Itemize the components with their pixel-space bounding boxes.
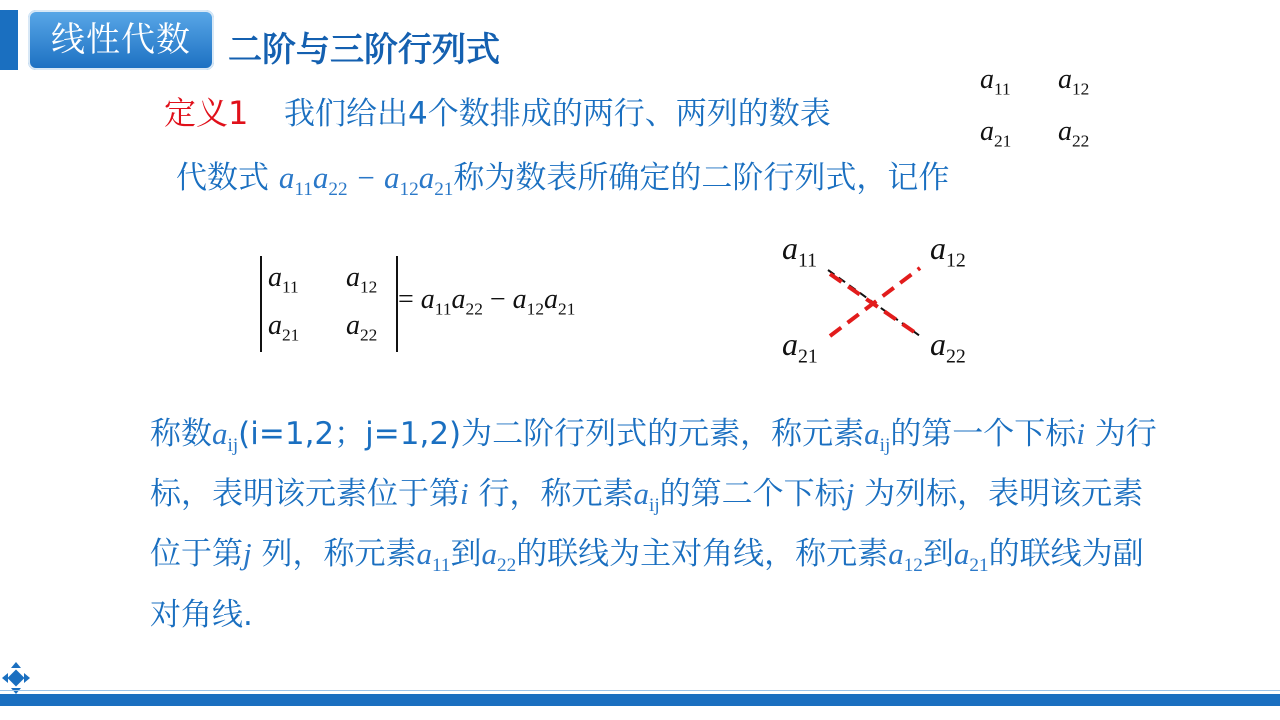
sym-a22: $a_{22}$	[481, 536, 517, 577]
sym-j-2: j	[243, 536, 252, 572]
para-seg-3: 的第一个下标	[890, 416, 1077, 452]
footer-divider	[0, 690, 1280, 691]
array-a21: $a_{21}$	[980, 116, 1012, 151]
sym-aij-1: $a_{ij}$	[212, 416, 239, 457]
sym-a11: $a_{11}$	[416, 536, 451, 577]
para-seg-4: 为行标，表明该元素位于第	[150, 416, 1157, 513]
para-seg-5: 行，称元素	[468, 476, 634, 513]
diagram-a21: $a_{21}$	[782, 326, 818, 368]
determinant	[260, 256, 398, 352]
array-a12: $a_{12}$	[1058, 64, 1090, 99]
sym-aij-3: $a_{ij}$	[633, 476, 660, 517]
diagram-a12: $a_{12}$	[930, 230, 966, 272]
para-seg-6: 的第二个下标	[659, 476, 846, 513]
determinant-formula: = $a_{11}a_{22} - a_{12}a_{21}$	[398, 284, 576, 319]
sym-j-1: j	[845, 476, 855, 512]
diagonal-diagram	[820, 262, 930, 344]
det-a22: $a_{22}$	[346, 310, 378, 345]
sym-i-1: i	[1076, 416, 1085, 451]
sym-aij-2: $a_{ij}$	[864, 416, 891, 457]
para-seg-1: 称数	[150, 416, 212, 452]
footer-bar	[0, 694, 1280, 706]
left-accent-bar	[0, 10, 18, 70]
diagram-a11: $a_{11}$	[782, 230, 818, 272]
det-a11: $a_{11}$	[268, 262, 299, 297]
para-seg-7: 为列标，表明该元素位于第	[150, 476, 1144, 573]
course-badge-label: 线性代数	[51, 20, 191, 60]
line2-suffix: 称为数表所确定的二阶行列式，记作	[453, 160, 950, 196]
sym-a21: $a_{21}$	[953, 536, 989, 577]
array-a11: $a_{11}$	[980, 64, 1011, 99]
array-a22: $a_{22}$	[1058, 116, 1090, 151]
para-seg-11: 到	[922, 536, 954, 573]
para-seg-9: 到	[450, 536, 482, 573]
main-diagonal-red	[830, 274, 920, 336]
course-badge	[28, 10, 214, 70]
explanation-paragraph	[150, 410, 1170, 639]
para-seg-2: (i=1,2；j=1,2)为二阶行列式的元素，称元素	[238, 416, 865, 452]
det-a21: $a_{21}$	[268, 310, 300, 345]
para-seg-10: 的联线为主对角线，称元素	[516, 536, 889, 573]
slide-title: 二阶与三阶行列式	[228, 30, 500, 70]
det-a12: $a_{12}$	[346, 262, 378, 297]
para-seg-8: 列，称元素	[251, 536, 417, 573]
sym-i-2: i	[460, 476, 469, 512]
diagram-a22: $a_{22}$	[930, 326, 966, 368]
para-seg-12: 的联线为副对角线.	[150, 536, 1144, 633]
line2-expression: $a_{11}a_{22} - a_{12}a_{21}$	[278, 160, 454, 201]
definition-line2	[176, 152, 949, 201]
sym-a12: $a_{12}$	[888, 536, 923, 577]
line2-prefix: 代数式	[176, 160, 279, 196]
definition-text: 我们给出4个数排成的两行、两列的数表	[284, 96, 831, 132]
definition-label: 定义1	[164, 94, 249, 132]
